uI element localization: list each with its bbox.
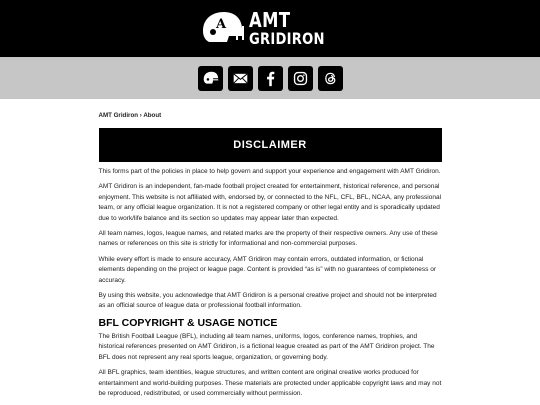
- email-link-button[interactable]: [228, 66, 253, 91]
- wordmark: [249, 10, 325, 47]
- breadcrumb-separator: ›: [138, 112, 144, 119]
- copyright-paragraph-2: All BFL graphics, team identities, league structures, and written content are original creative works produced for entertainment and world-building purposes. These materials are protected under applicable copyright laws and may not be reproduced, redistributed, or used commercially without permission.: [98, 369, 442, 397]
- instagram-link-button[interactable]: [288, 66, 313, 91]
- helmet-letter: A: [215, 16, 226, 32]
- breadcrumb-current: About: [143, 112, 162, 119]
- facebook-icon: [262, 70, 279, 87]
- helmet-logo-icon: [199, 9, 245, 49]
- copyright-paragraph-1: The British Football League (BFL), including all team names, uniforms, logos, conference names, trophies, and historical references presented on AMT Gridiron, is a fictional league created as part of the AMT Gridiron project. The BFL does not represent any real sports league, organization, or governing body.: [98, 332, 435, 361]
- disclaimer-paragraph-5: By using this website, you acknowledge that AMT Gridiron is a personal creative project and should not be interpreted as an official source of league data or professional football information.: [98, 292, 437, 310]
- threads-icon: [322, 70, 339, 87]
- helmet-icon: [202, 70, 219, 87]
- facebook-link-button[interactable]: [258, 66, 283, 91]
- disclaimer-banner: DISCLAIMER: [99, 128, 442, 162]
- mail-icon: [232, 70, 249, 87]
- disclaimer-paragraph-1: This forms part of the policies in place to help govern and support your experience and engagement with AMT Gridiron.: [98, 168, 441, 175]
- instagram-icon: [292, 70, 309, 87]
- threads-link-button[interactable]: [318, 66, 343, 91]
- wordmark-line1: AMT: [248, 8, 291, 32]
- copyright-heading: BFL COPYRIGHT & USAGE NOTICE: [98, 316, 278, 329]
- site-logo[interactable]: [199, 9, 341, 49]
- disclaimer-paragraph-4: While every effort is made to ensure accuracy, AMT Gridiron may contain errors, outdated information, or fictional elements depending on the project or league page. Content is provided “as is” with no guarantees of completeness or accuracy.: [98, 255, 436, 284]
- breadcrumb: [99, 112, 442, 119]
- disclaimer-paragraph-2: AMT Gridiron is an independent, fan-made football project created for entertainment, historical reference, and personal enjoyment. This website is not affiliated with, endorsed by, or connected to the NFL, CFL, BFL, NCAA, any professional team, or any official league organization. It is not a registered company or other legal entity and is sporadically updated due to work/life balance and its section so updates may appear later than expected.: [98, 183, 442, 222]
- disclaimer-paragraph-3: All team names, logos, league names, and related marks are the property of their respective owners. Any use of these names or references on this site is strictly for informational and non-commercial purposes.: [98, 230, 438, 248]
- main-content: [99, 99, 442, 399]
- site-header: [0, 0, 540, 57]
- helmet-link-button[interactable]: [198, 66, 223, 91]
- wordmark-line2: GRIDIRON: [248, 29, 325, 48]
- breadcrumb-home[interactable]: AMT Gridiron: [98, 112, 139, 119]
- social-bar: [0, 57, 540, 99]
